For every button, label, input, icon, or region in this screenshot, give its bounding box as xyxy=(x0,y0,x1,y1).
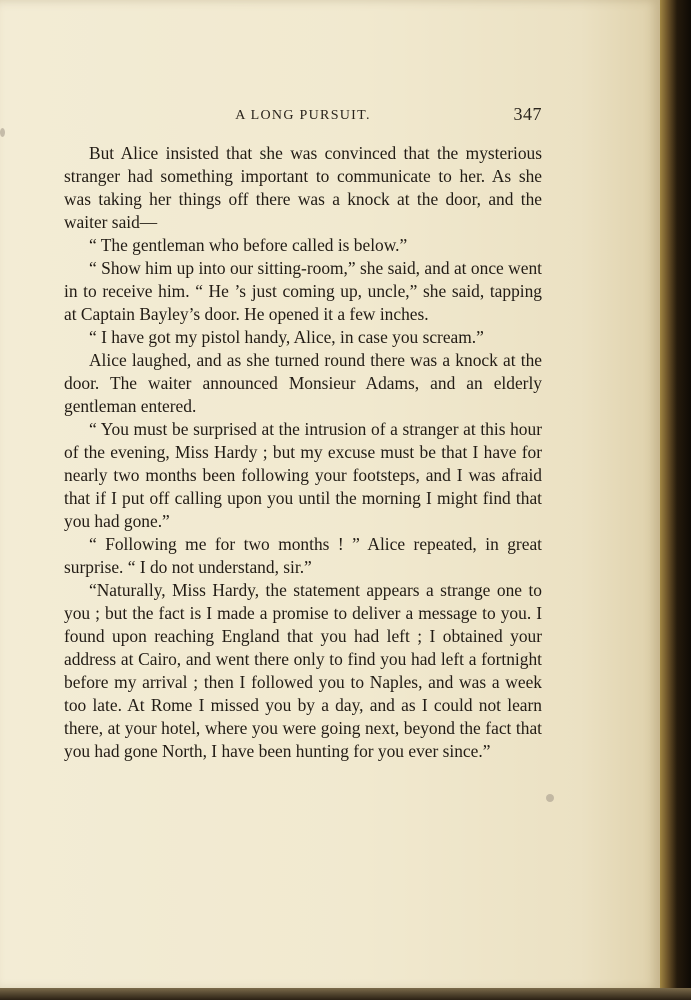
paragraph: “Naturally, Miss Hardy, the statement appears a strange one to you ; but the fact is I made a promise to deliver a message to you. I found upon reaching England that you had left ; I obtained your address at Cairo, and went there only to find you had left a fortnight before my arrival ; then I followed you to Naples, and was a week too late. At Rome I missed you by a day, and as I could not learn there, at your hotel, where you were going next, beyond the fact that you had gone North, I have been hunting for you ever since.” xyxy=(64,580,542,761)
paragraph: “ I have got my pistol handy, Alice, in case you scream.” xyxy=(89,327,484,347)
paragraph: “ Following me for two months ! ” Alice repeated, in great surprise. “ I do not understand, sir.” xyxy=(64,534,542,577)
body-text xyxy=(64,142,542,763)
paper-blemish xyxy=(546,794,554,802)
book-spine xyxy=(660,0,691,1000)
paragraph: Alice laughed, and as she turned round there was a knock at the door. The waiter announced Monsieur Adams, and an elderly gentleman entered. xyxy=(64,350,542,416)
paragraph: “ The gentleman who before called is below.” xyxy=(89,235,408,255)
paragraph: “ Show him up into our sitting-room,” she said, and at once went in to receive him. “ He ’s just coming up, uncle,” she said, tapping at Captain Bayley’s door. He opened it a few inches. xyxy=(64,258,542,324)
running-title: A LONG PURSUIT. xyxy=(235,108,371,123)
page-number: 347 xyxy=(513,104,542,124)
paragraph: But Alice insisted that she was convinced that the mysterious stranger had something important to communicate to her. As she was taking her things off there was a knock at the door, and the waiter said— xyxy=(64,143,542,232)
page-bottom-edge xyxy=(0,988,691,1000)
page-header xyxy=(64,104,542,128)
paragraph: “ You must be surprised at the intrusion of a stranger at this hour of the evening, Miss Hardy ; but my excuse must be that I have for nearly two months been following your footsteps, and I was afraid that if I put off calling upon you until the morning I might find that you had gone.” xyxy=(64,419,542,531)
paper-blemish xyxy=(0,128,5,137)
